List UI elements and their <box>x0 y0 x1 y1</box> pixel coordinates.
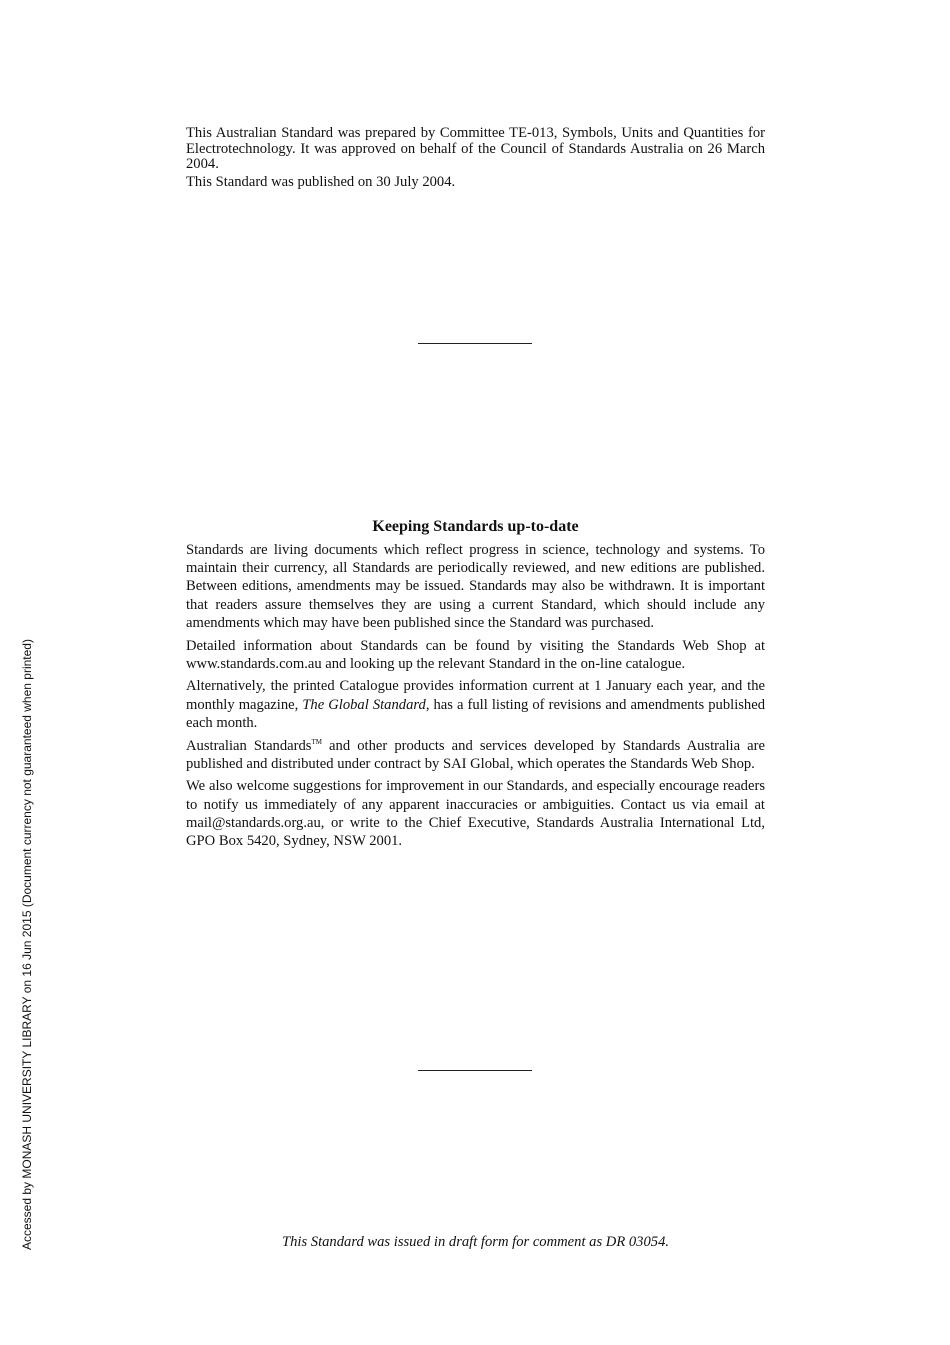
paragraph-web-shop: Detailed information about Standards can be found by visiting the Standards Web Shop at www.standards.com.au and looking up the relevant Standard in the on-line catalogue. <box>186 637 765 672</box>
preparation-text: This Australian Standard was prepared by Committee TE-013, Symbols, Units and Quantities for Electrotechnology. It was approved on behalf of the Council of Standards Australia on 26 March 2004. <box>186 125 765 173</box>
preparation-notice <box>186 126 765 190</box>
divider-rule-bottom <box>418 1070 532 1071</box>
magazine-title: The Global Standard <box>302 696 426 713</box>
paragraph-catalogue <box>186 677 765 732</box>
paragraph-sai-global <box>186 737 765 773</box>
access-watermark-text: Accessed by MONASH UNIVERSITY LIBRARY on 16 Jun 2015 (Document currency not guaranteed when printed) <box>20 639 34 1250</box>
australian-standards-text: Australian Standards <box>186 737 312 754</box>
sai-global-text: and other products and services developed by Standards Australia are published and distributed under contract by SAI Global, which operates the Standards Web Shop. <box>186 737 765 772</box>
keeping-standards-section <box>186 541 765 850</box>
draft-note: This Standard was issued in draft form for comment as DR 03054. <box>281 1234 670 1250</box>
section-heading: Keeping Standards up-to-date <box>372 518 579 535</box>
paragraph-living-documents: Standards are living documents which reflect progress in science, technology and systems. To maintain their currency, all Standards are periodically reviewed, and new editions are published. Between editions, amendments may be issued. Standards may also be withdrawn. It is important that readers assure themselves they are using a current Standard, which should include any amendments which may have been published since the Standard was purchased. <box>186 542 765 631</box>
publication-date-text: This Standard was published on 30 July 2004. <box>186 173 456 190</box>
catalogue-text-before: Alternatively, the printed Catalogue provides information current at 1 January each year, and the monthly magazine, <box>186 678 765 713</box>
trademark-mark: TM <box>311 737 322 746</box>
paragraph-contact: We also welcome suggestions for improvement in our Standards, and especially encourage readers to notify us immediately of any apparent inaccuracies or ambiguities. Contact us via email at mail@standards.org.au, or write to the Chief Executive, Standards Australia International Ltd, GPO Box 5420, Sydney, NSW 2001. <box>186 778 765 850</box>
divider-rule-top <box>418 343 532 344</box>
catalogue-text-after: , has a full listing of revisions and amendments published each month. <box>186 696 765 731</box>
